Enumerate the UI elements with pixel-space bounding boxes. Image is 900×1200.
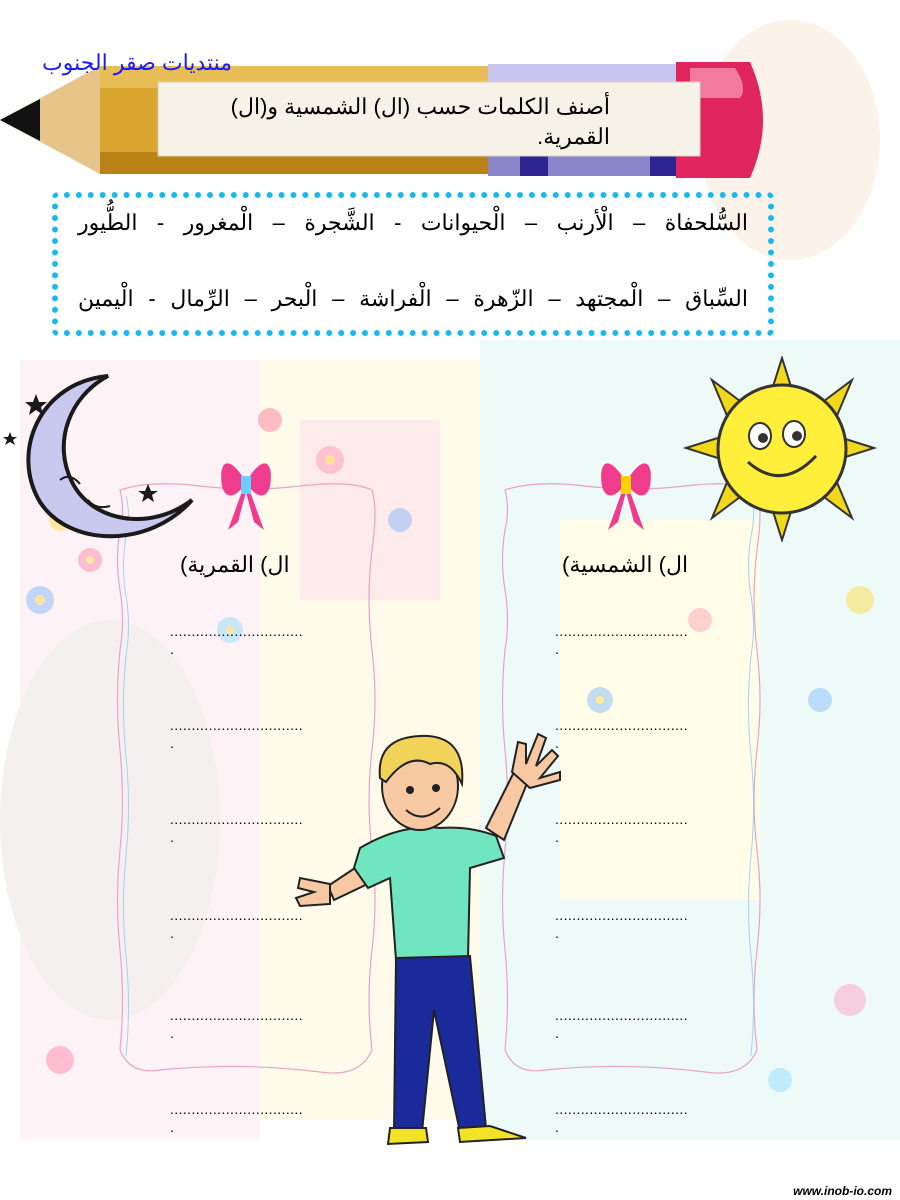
word-bank-box	[52, 192, 774, 336]
footer-watermark: www.inob-io.com	[793, 1184, 892, 1198]
answer-blank-moon-1[interactable]: ............................... .	[170, 623, 303, 657]
answer-blank-moon-4[interactable]: ............................... .	[170, 907, 303, 941]
crescent-moon-icon	[0, 372, 200, 562]
smiling-sun-icon	[682, 356, 878, 542]
pink-bow-icon	[598, 452, 654, 532]
answer-blank-moon-3[interactable]: ............................... .	[170, 811, 303, 845]
pink-bow-icon	[218, 452, 274, 532]
answer-blank-moon-6[interactable]: ............................... .	[170, 1101, 303, 1135]
word-bank-line-1: السُّلحفاة – الْأرنب – الْحيوانات - الشَّجرة – الْمغرور - الطُّيور	[78, 210, 748, 235]
answer-blank-sun-5[interactable]: ............................... .	[555, 1007, 688, 1041]
moon-letters-title: ال) القمرية)	[180, 552, 290, 577]
word-bank-line-2: السِّباق – الْمجتهد – الزّهرة – الْفراشة – الْبحر – الرِّمال - الْيمين	[78, 286, 748, 311]
answer-blank-moon-2[interactable]: ............................... .	[170, 717, 303, 751]
answer-blank-moon-5[interactable]: ............................... .	[170, 1007, 303, 1041]
sun-letters-title: ال) الشمسية)	[562, 552, 689, 577]
answer-blank-sun-6[interactable]: ............................... .	[555, 1101, 688, 1135]
answer-blank-sun-3[interactable]: ............................... .	[555, 811, 688, 845]
answer-blank-sun-1[interactable]: ............................... .	[555, 623, 688, 657]
forum-title: منتديات صقر الجنوب	[42, 50, 233, 75]
answer-blank-sun-2[interactable]: ............................... .	[555, 717, 688, 751]
waving-boy-illustration	[290, 728, 570, 1148]
answer-blank-sun-4[interactable]: ............................... .	[555, 907, 688, 941]
instruction-text: أصنف الكلمات حسب (ال) الشمسية و(ال) القمرية.	[230, 94, 610, 149]
